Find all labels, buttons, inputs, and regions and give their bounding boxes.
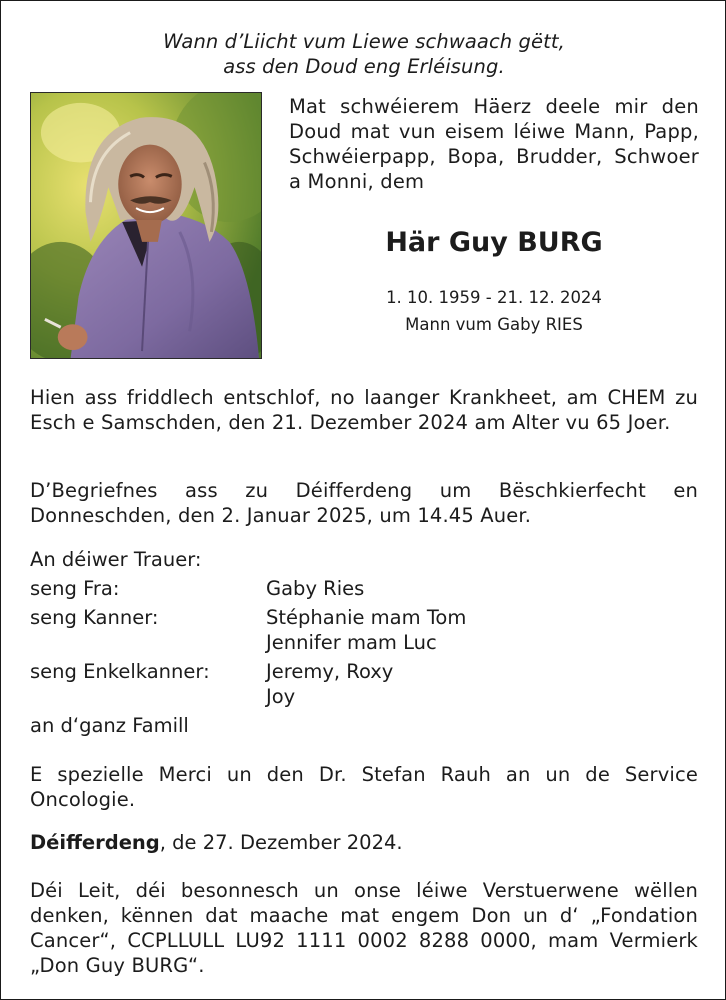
mourner-relation: seng Enkelkanner: xyxy=(30,660,210,683)
mourner-row xyxy=(30,576,698,601)
thanks-paragraph: E spezielle Merci un den Dr. Stefan Rauh an un de Service Oncologie. xyxy=(30,763,698,811)
notice-date: , de 27. Dezember 2024. xyxy=(159,831,403,854)
motto xyxy=(1,29,726,79)
motto-line-2: ass den Doud eng Erléisung. xyxy=(223,55,505,78)
place-name: Déifferdeng xyxy=(30,831,160,854)
mourner-relation: seng Kanner: xyxy=(30,606,159,629)
mourner-name: Jeremy, Roxy xyxy=(266,660,394,683)
intro-text: Mat schwéierem Häerz deele mir den Doud mat vun eisem léiwe Mann, Papp, Schwéierpapp, Bopa, Brudder, Schwoer a Monni, dem xyxy=(289,95,699,193)
mourner-name: Stéphanie mam Tom xyxy=(266,606,467,629)
portrait-photo xyxy=(30,92,262,359)
mourner-relation: seng Fra: xyxy=(30,577,120,600)
deceased-name: Här Guy BURG xyxy=(385,227,603,258)
life-dates: 1. 10. 1959 - 21. 12. 2024 xyxy=(386,288,602,307)
mourner-name: Joy xyxy=(266,685,296,708)
spouse-line: Mann vum Gaby RIES xyxy=(405,315,583,334)
mourner-row xyxy=(30,605,698,655)
mourners-heading: An déiwer Trauer: xyxy=(30,548,202,571)
death-paragraph: Hien ass friddlech entschlof, no laanger Krankheet, am CHEM zu Esch e Samschden, den 21. Dezember 2024 am Alter vu 65 Joer. xyxy=(30,386,698,434)
mourners-closing: an d‘ganz Famill xyxy=(30,714,189,737)
mourner-row xyxy=(30,659,698,709)
mourners-list xyxy=(30,547,698,738)
place-date-line xyxy=(30,830,403,855)
mourner-name: Jennifer mam Luc xyxy=(266,631,437,654)
donation-paragraph: Déi Leit, déi besonnesch un onse léiwe Verstuerwene wëllen denken, kënnen dat maache mat engem Don un d‘ „Fondation Cancer“, CCPLLULL LU92 1111 0002 8288 0000, mam Vermierk „Don Guy BURG“. xyxy=(30,879,698,977)
funeral-paragraph: D’Begriefnes ass zu Déifferdeng um Bëschkierfecht en Donneschden, den 2. Januar 2025, um 14.45 Auer. xyxy=(30,479,698,527)
mourner-name: Gaby Ries xyxy=(266,577,365,600)
motto-line-1: Wann d’Liicht vum Liewe schwaach gëtt, xyxy=(163,30,565,53)
